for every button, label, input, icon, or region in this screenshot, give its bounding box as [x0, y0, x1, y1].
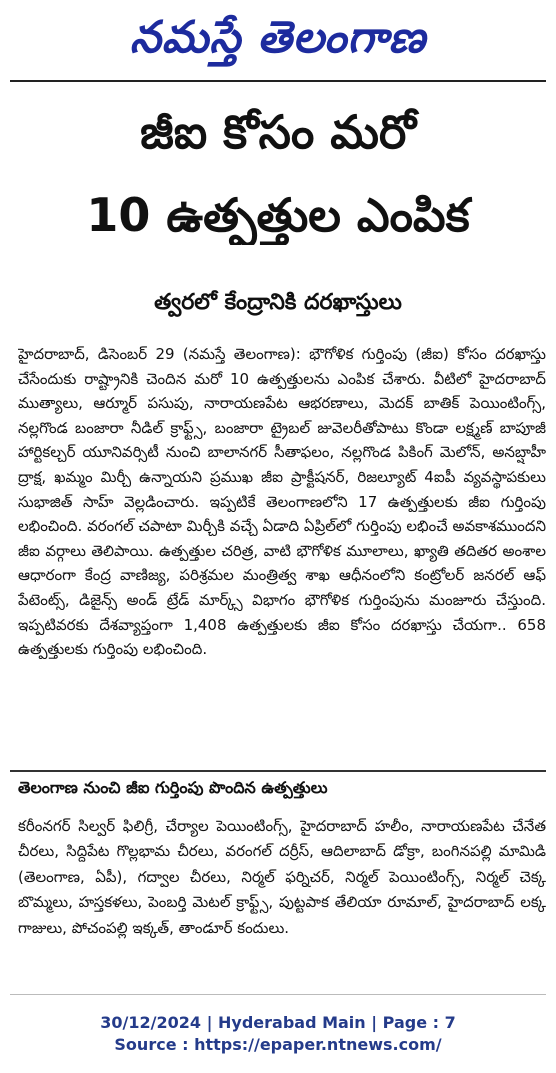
subheadline: త్వరలో కేంద్రానికి దరఖాస్తులు	[154, 290, 402, 315]
footer-divider	[10, 994, 546, 995]
article-body: హైదరాబాద్, డిసెంబర్ 29 (నమస్తే తెలంగాణ): భౌగోళిక గుర్తింపు (జీఐ) కోసం దరఖాస్తు చేసేందుకు రాష్ట్రానికి చెందిన మరో 10 ఉత్పత్తులను ఎంపిక చేశారు. వీటిలో హైదరాబాద్ ముత్యాలు, ఆర్మూర్ పసుపు, నారాయణపేట ఆభరణాలు, మెదక్ బాతిక్ పెయింటింగ్స్, నల్లగొండ బంజారా నీడిల్ క్రాఫ్ట్స్, బంజారా ట్రైబల్ జువెలరీతోపాటు కొండా లక్ష్మణ్ బాపూజీ హార్టికల్చర్ యూనివర్సిటీ నుంచి బాలానగర్ సీతాఫలం, నల్లగొండ పికింగ్ మెలోన్, అనబ్షాహీ ద్రాక్ష, ఖమ్మం మిర్చీ ఉన్నాయని ప్రముఖ జీఐ ప్రాక్టీషనర్, రిజల్యూట్ 4ఐపీ వ్యవస్థాపకులు సుభాజిత్ సాహ్ వెల్లడించారు. ఇప్పటికే తెలంగాణలోని 17 ఉత్పత్తులకు జీఐ గుర్తింపు లభించింది. వరంగల్ చపాటా మిర్చీకి వచ్చే ఏడాది ఏప్రిల్‌లో గుర్తింపు లభించే అవకాశముందని జీఐ వర్గాలు తెలిపాయి. ఉత్పత్తుల చరిత్ర, వాటి భౌగోళిక మూలాలు, ఖ్యాతి తదితర అంశాల ఆధారంగా కేంద్ర వాణిజ్య, పరిశ్రమల మంత్రిత్వ శాఖ ఆధీనంలోని కంట్రోలర్ జనరల్ ఆఫ్ పేటెంట్స్, డిజైన్స్ అండ్ ట్రేడ్ మార్క్స్ విభాగం భౌగోళిక గుర్తింపును మంజూరు చేస్తుంది. ఇప్పటివరకు దేశవ్యాప్తంగా 1,408 ఉత్పత్తులకు జీఐ కోసం దరఖాస్తు చేయగా.. 658 ఉత్పత్తులకు గుర్తింపు లభించింది.	[18, 345, 546, 659]
footer-date-page: 30/12/2024 | Hyderabad Main | Page : 7	[100, 1013, 456, 1032]
section-divider	[10, 770, 546, 772]
gi-products-list: కరీంనగర్ సిల్వర్ ఫిలిగ్రీ, చేర్యాల పెయింటింగ్స్, హైదరాబాద్ హలీం, నారాయణపేట చేనేత చీరలు, సిద్దిపేట గొల్లభామ చీరలు, వరంగల్ దర్రీస్, ఆదిలాబాద్ డోక్రా, బంగినపల్లి మామిడి (తెలంగాణ, ఏపీ), గద్వాల చీరలు, నిర్మల్ ఫర్నిచర్, నిర్మల్ పెయింటింగ్స్, నిర్మల్ చెక్క బొమ్మలు, హస్తకళలు, పెంబర్తి మెటల్ క్రాఫ్ట్స్, పుట్టపాక తేలియా రూమాల్, హైదరాబాద్ లక్క గాజులు, పోచంపల్లి ఇక్కత్, తాండూర్ కందులు.	[18, 817, 546, 937]
headline-line-1: జీఐ కోసం మరో	[140, 105, 416, 159]
section-heading: తెలంగాణ నుంచి జీఐ గుర్తింపు పొందిన ఉత్పత్తులు	[18, 778, 328, 797]
newspaper-masthead: నమస్తే తెలంగాణ	[129, 12, 427, 63]
footer-source-link[interactable]: Source : https://epaper.ntnews.com/	[114, 1035, 442, 1054]
headline-line-2: 10 ఉత్పత్తుల ఎంపిక	[86, 188, 470, 242]
masthead-divider	[10, 80, 546, 82]
